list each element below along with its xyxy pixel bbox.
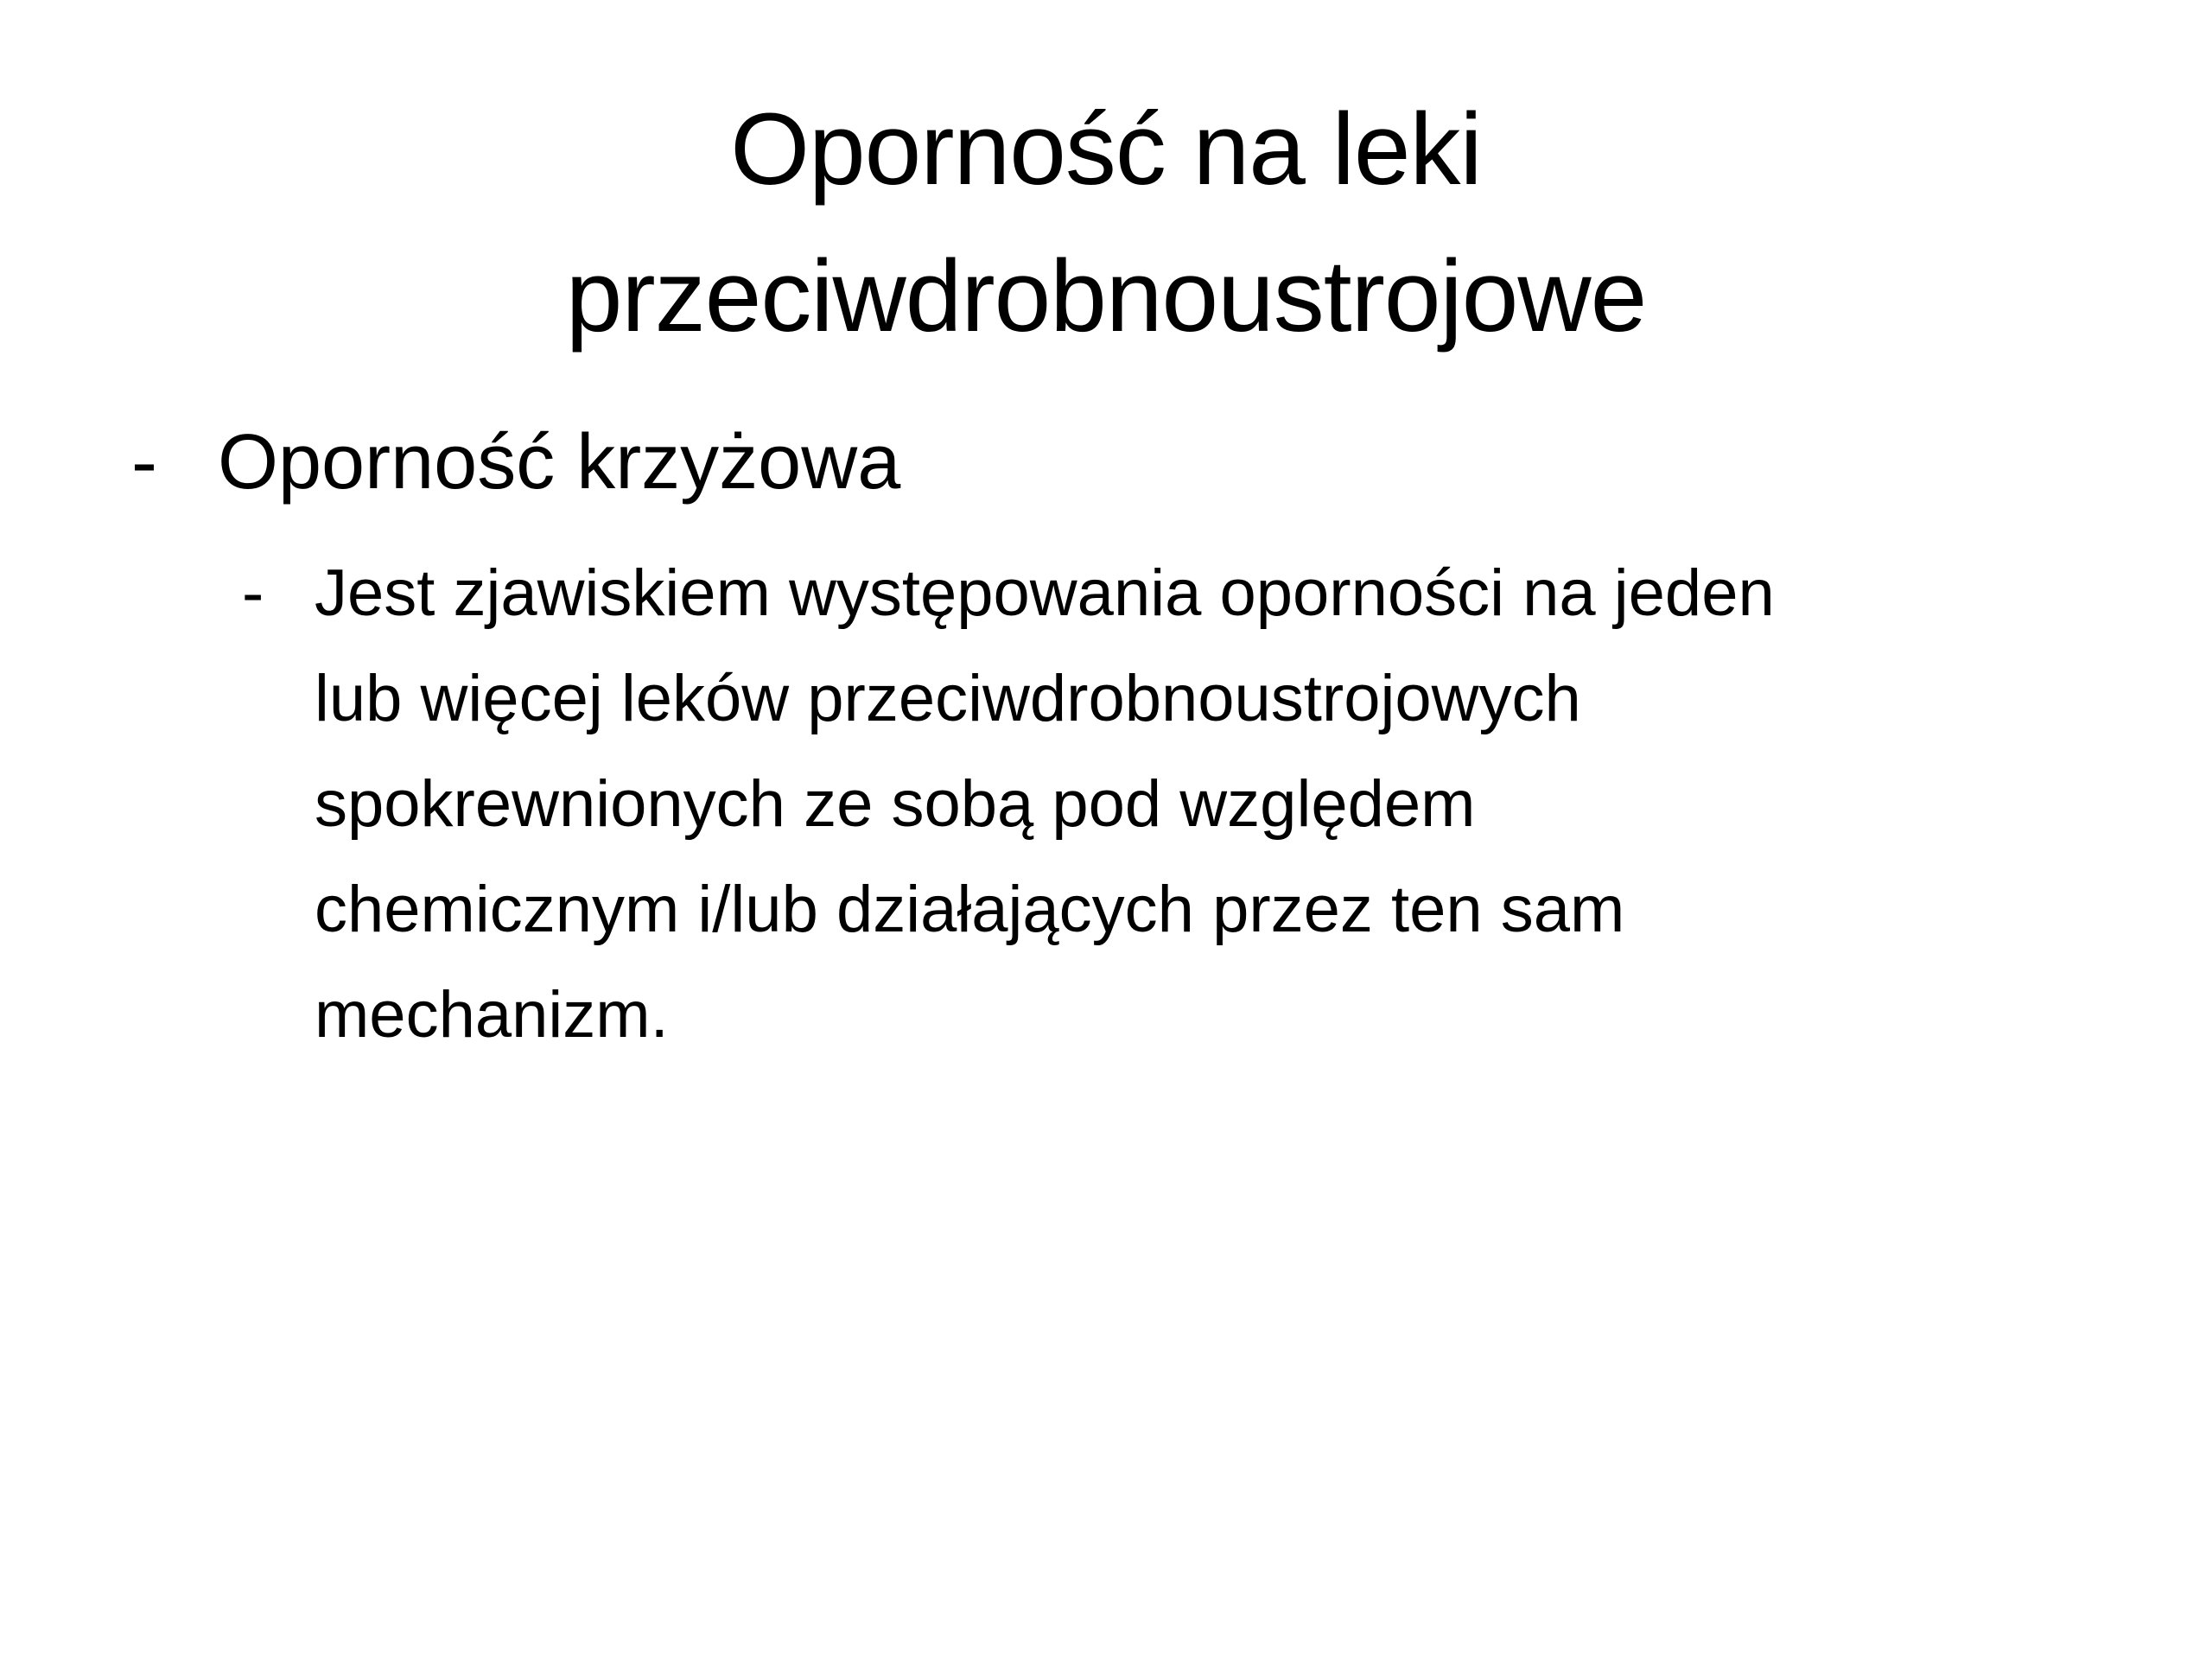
bullet-text: Oporność krzyżowa <box>218 419 901 505</box>
sub-bullet-line-1: Jest zjawiskiem występowania oporności na jeden <box>315 556 1775 630</box>
bullet-marker: - <box>131 419 157 505</box>
slide-title <box>0 76 2212 370</box>
bullet-cross-resistance <box>131 406 2119 518</box>
sub-bullet-marker: - <box>242 556 264 630</box>
slide-title-line-2: przeciwdrobnoustrojowe <box>565 239 1647 353</box>
sub-bullet-line-3: spokrewnionych ze sobą pod względem <box>315 767 1476 841</box>
sub-bullet-line-4: chemicznym i/lub działających przez ten sam <box>315 873 1625 946</box>
slide-title-line-1: Oporność na leki <box>730 92 1482 207</box>
sub-bullet-definition <box>242 541 2108 1068</box>
sub-bullet-line-2: lub więcej leków przeciwdrobnoustrojowych <box>315 662 1581 735</box>
sub-bullet-line-5: mechanizm. <box>315 978 669 1052</box>
sub-bullet-text <box>315 541 1775 1068</box>
